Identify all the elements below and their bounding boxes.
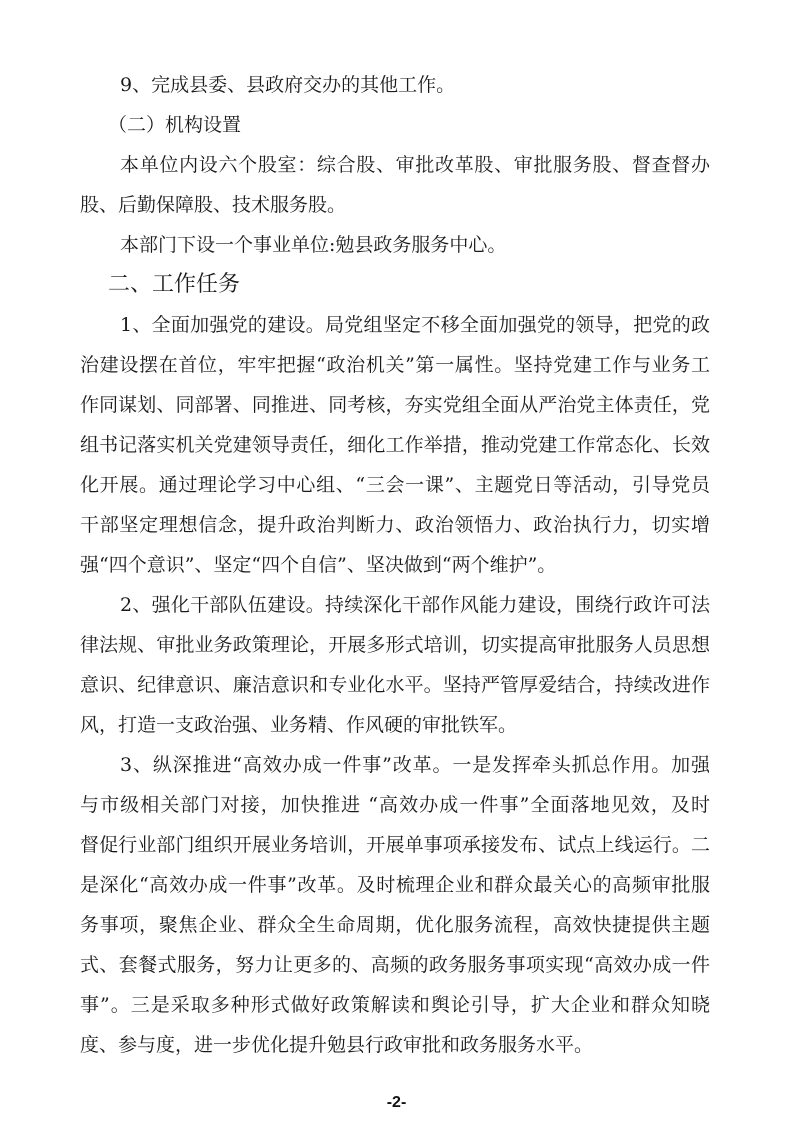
paragraph-1: [80, 305, 710, 585]
text-line: 度、参与度，进一步优化提升勉县行政审批和政务服务水平。: [80, 1034, 594, 1056]
text-line: 化开展。通过理论学习中心组、“三会一课”、主题党日等活动，引导党员: [80, 474, 710, 496]
section-heading: 二、工作任务: [108, 272, 241, 297]
text-line: 意识、纪律意识、廉洁意识和专业化水平。坚持严管厚爱结合，持续改进作: [80, 674, 710, 696]
text-line: 律法规、审批业务政策理论，开展多形式培训，切实提高审批服务人员思想: [80, 634, 710, 656]
text-line: 本单位内设六个股室：综合股、审批改革股、审批服务股、督查督办: [120, 154, 710, 176]
text-line: 务事项，聚焦企业、群众全生命周期，优化服务流程，高效快捷提供主题: [80, 914, 710, 936]
text-line: 与市级相关部门对接，加快推进 “高效办成一件事”全面落地见效，及时: [80, 794, 710, 816]
text-line: 组书记落实机关党建领导责任，细化工作举措，推动党建工作常态化、长效: [80, 434, 710, 456]
text-line: 治建设摆在首位，牢牢把握“政治机关”第一属性。坚持党建工作与业务工: [80, 354, 710, 376]
text-line: 1、全面加强党的建设。局党组坚定不移全面加强党的领导，把党的政: [120, 314, 710, 336]
text-line: 干部坚定理想信念，提升政治判断力、政治领悟力、政治执行力，切实增: [80, 514, 710, 536]
document-page: [80, 65, 710, 1065]
text-line: 股、后勤保障股、技术服务股。: [80, 194, 347, 216]
item-9: 9、完成县委、县政府交办的其他工作。: [120, 74, 456, 96]
text-line: 2、强化干部队伍建设。持续深化干部作风能力建设，围绕行政许可法: [120, 594, 710, 616]
text-line: 强“四个意识”、坚定“四个自信”、坚决做到“两个维护”。: [80, 554, 557, 576]
text-line: 事”。三是采取多种形式做好政策解读和舆论引导，扩大企业和群众知晓: [80, 994, 710, 1016]
text-line: 风，打造一支政治强、业务精、作风硬的审批铁军。: [80, 714, 518, 736]
text-line: 式、套餐式服务，努力让更多的、高频的政务服务事项实现“高效办成一件: [80, 954, 710, 976]
paragraph-2: [80, 585, 710, 745]
org-paragraph: [80, 145, 710, 225]
text-line: 督促行业部门组织开展业务培训，开展单事项承接发布、试点上线运行。二: [80, 834, 710, 856]
page-number: -2-: [386, 1094, 407, 1111]
text-line: 是深化“高效办成一件事”改革。及时梳理企业和群众最关心的高频审批服: [80, 874, 710, 896]
text-line: 作同谋划、同部署、同推进、同考核，夯实党组全面从严治党主体责任，党: [80, 394, 710, 416]
unit-line: 本部门下设一个事业单位:勉县政务服务中心。: [120, 234, 507, 256]
paragraph-3: [80, 745, 710, 1065]
subheading-org-setup: （二）机构设置: [108, 114, 242, 136]
text-line: 3、纵深推进“高效办成一件事”改革。一是发挥牵头抓总作用。加强: [120, 754, 710, 776]
